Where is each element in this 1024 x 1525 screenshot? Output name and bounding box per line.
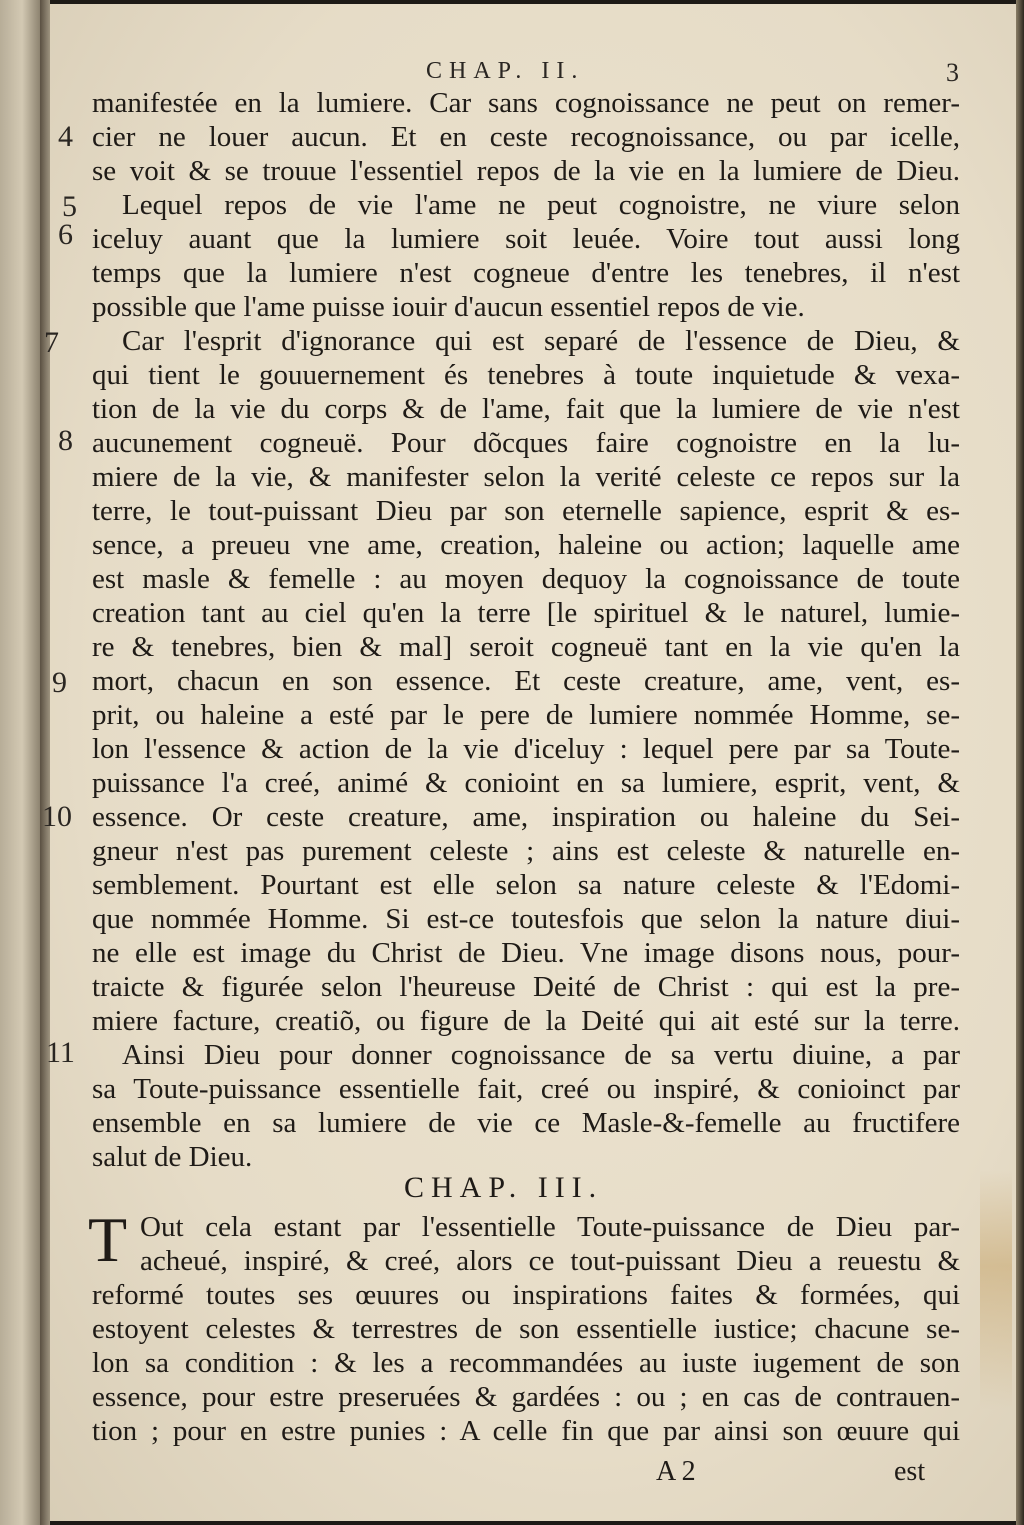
- text-line: traicte & figurée selon l'heureuse Deité de Christ : qui est la pre-: [92, 971, 960, 1003]
- text-line: gneur n'est pas purement celeste ; ains est celeste & naturelle en-: [92, 835, 960, 867]
- text-line: miere de la vie, & manifester selon la verité celeste ce repos sur la: [92, 461, 960, 493]
- text-line: essence. Or ceste creature, ame, inspiration ou haleine du Sei-: [92, 801, 960, 833]
- text-line: tion de la vie du corps & de l'ame, fait que la lumiere de vie n'est: [92, 393, 960, 425]
- text-line: terre, le tout-puissant Dieu par son eternelle sapience, esprit & es-: [92, 495, 960, 527]
- verse-number-8: 8: [58, 424, 73, 457]
- verse-number-10: 10: [42, 800, 72, 833]
- text-line: creation tant au ciel qu'en la terre [le spirituel & le naturel, lumie-: [92, 597, 960, 629]
- text-line: semblement. Pourtant est elle selon sa nature celeste & l'Edomi-: [92, 869, 960, 901]
- text-line: tion ; pour en estre punies : A celle fin que par ainsi son œuure qui: [92, 1415, 960, 1447]
- text-line: iceluy auant que la lumiere soit leuée. Voire tout aussi long: [92, 223, 960, 255]
- text-line: Ainsi Dieu pour donner cognoissance de sa vertu diuine, a par: [122, 1039, 960, 1071]
- text-line: lon sa condition : & les a recommandées au iuste iugement de son: [92, 1347, 960, 1379]
- text-line: puissance l'a creé, animé & conioint en sa lumiere, esprit, vent, &: [92, 767, 960, 799]
- text-line: acheué, inspiré, & creé, alors ce tout-puissant Dieu a reuestu &: [140, 1245, 960, 1277]
- text-line: essence, pour estre preseruées & gardées : ou ; en cas de contrauen-: [92, 1381, 960, 1413]
- verse-number-4: 4: [58, 120, 73, 153]
- page-fore-edge: [1016, 0, 1024, 1525]
- verse-number-6: 6: [58, 218, 73, 251]
- text-line: ensemble en sa lumiere de vie ce Masle-&-femelle au fructifere: [92, 1107, 960, 1139]
- text-line: mort, chacun en son essence. Et ceste creature, ame, vent, es-: [92, 665, 960, 697]
- running-head: [0, 56, 1024, 86]
- page-number: 3: [946, 58, 959, 87]
- chapter-3-heading: CHAP. III.: [404, 1171, 604, 1204]
- text-line: qui tient le gouuernement és tenebres à toute inquietude & vexa-: [92, 359, 960, 391]
- text-line: reformé toutes ses œuures ou inspirations faites & formées, qui: [92, 1279, 960, 1311]
- text-line: sa Toute-puissance essentielle fait, creé ou inspiré, & conioinct par: [92, 1073, 960, 1105]
- text-line: que nommée Homme. Si est-ce toutesfois que selon la nature diui-: [92, 903, 960, 935]
- text-line: salut de Dieu.: [92, 1141, 253, 1173]
- catchword: est: [894, 1456, 926, 1487]
- text-line: est masle & femelle : au moyen dequoy la cognoissance de toute: [92, 563, 960, 595]
- text-line: re & tenebres, bien & mal] seroit cogneuë tant en la vie qu'en la: [92, 631, 960, 663]
- verse-number-7: 7: [44, 326, 59, 359]
- book-gutter: [40, 0, 50, 1525]
- verse-number-11: 11: [46, 1036, 75, 1069]
- verse-number-5: 5: [62, 190, 77, 223]
- text-line: cier ne louer aucun. Et en ceste recognoissance, ou par icelle,: [92, 121, 960, 153]
- text-line: Car l'esprit d'ignorance qui est separé de l'essence de Dieu, &: [122, 325, 960, 357]
- chapter-running-title: CHAP. II.: [426, 58, 585, 84]
- text-line: aucunement cogneuë. Pour dõcques faire cognoistre en la lu-: [92, 427, 960, 459]
- text-line: Lequel repos de vie l'ame ne peut cognoistre, ne viure selon: [122, 189, 960, 221]
- drop-capital: T: [88, 1204, 128, 1275]
- paper-stain: [980, 1170, 1012, 1410]
- text-line: se voit & se trouue l'essentiel repos de la vie en la lumiere de Dieu.: [92, 155, 960, 187]
- facing-page-edge: [0, 0, 40, 1525]
- text-line: prit, ou haleine a esté par le pere de lumiere nommée Homme, se-: [92, 699, 960, 731]
- signature-mark: A 2: [656, 1456, 696, 1487]
- text-line: temps que la lumiere n'est cogneue d'entre les tenebres, il n'est: [92, 257, 960, 289]
- verse-number-9: 9: [52, 666, 67, 699]
- text-line: miere facture, creatiõ, ou figure de la Deité qui ait esté sur la terre.: [92, 1005, 960, 1037]
- text-line: possible que l'ame puisse iouir d'aucun essentiel repos de vie.: [92, 291, 805, 323]
- text-line: manifestée en la lumiere. Car sans cognoissance ne peut on remer-: [92, 87, 960, 119]
- text-line: sence, a preueu vne ame, creation, haleine ou action; laquelle ame: [92, 529, 960, 561]
- text-line: estoyent celestes & terrestres de son essentielle iustice; chacune se-: [92, 1313, 960, 1345]
- text-line: lon l'essence & action de la vie d'iceluy : lequel pere par sa Toute-: [92, 733, 960, 765]
- text-line: ne elle est image du Christ de Dieu. Vne image disons nous, pour-: [92, 937, 960, 969]
- text-line: Out cela estant par l'essentielle Toute-puissance de Dieu par-: [140, 1211, 960, 1243]
